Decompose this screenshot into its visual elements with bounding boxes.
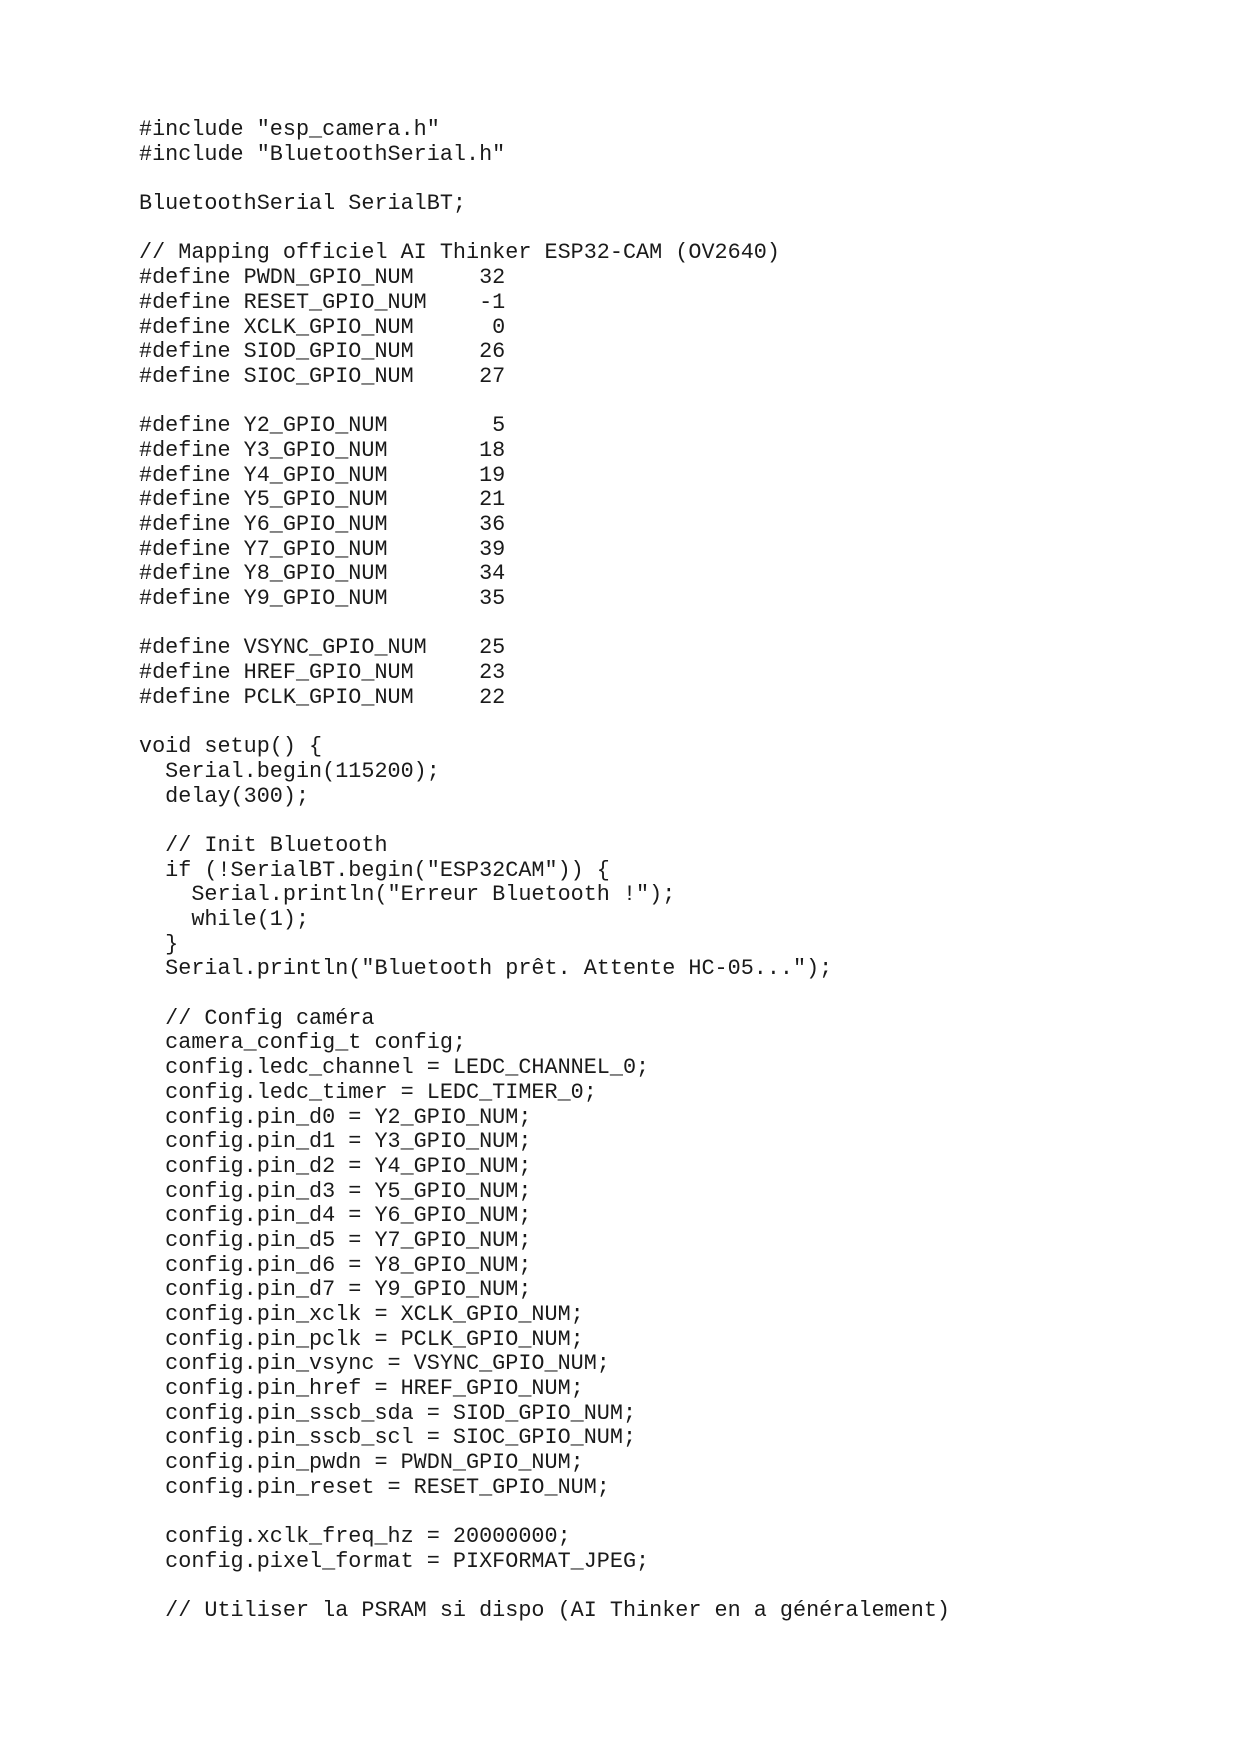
- code-line: config.pin_pwdn = PWDN_GPIO_NUM;: [139, 1450, 584, 1476]
- code-line: // Config caméra: [139, 1005, 375, 1031]
- code-line: #define PCLK_GPIO_NUM 22: [139, 684, 506, 710]
- code-line: [139, 612, 950, 637]
- code-line: #define Y6_GPIO_NUM 36: [139, 512, 506, 537]
- code-line: [139, 711, 950, 736]
- code-line: config.pin_d2 = Y4_GPIO_NUM;: [139, 1153, 532, 1179]
- code-line: delay(300);: [139, 783, 310, 809]
- code-line: #define SIOC_GPIO_NUM 27: [139, 363, 506, 389]
- code-line: #define VSYNC_GPIO_NUM 25: [139, 635, 506, 661]
- code-line: config.pin_d4 = Y6_GPIO_NUM;: [139, 1203, 532, 1229]
- code-line: Serial.begin(115200);: [139, 758, 440, 784]
- code-line: #define Y2_GPIO_NUM 5: [139, 413, 506, 439]
- code-line: BluetoothSerial SerialBT;: [139, 191, 467, 217]
- code-line: config.pin_sscb_sda = SIOD_GPIO_NUM;: [139, 1400, 637, 1426]
- code-line: #define SIOD_GPIO_NUM 26: [139, 339, 506, 365]
- code-line: [139, 217, 950, 242]
- code-line: #define Y4_GPIO_NUM 19: [139, 462, 506, 488]
- code-line: // Init Bluetooth: [139, 832, 388, 858]
- code-line: config.pixel_format = PIXFORMAT_JPEG;: [139, 1548, 650, 1574]
- code-line: // Mapping officiel AI Thinker ESP32-CAM (OV2640): [139, 240, 780, 266]
- code-line: #define Y8_GPIO_NUM 34: [139, 561, 506, 587]
- code-line: #define Y9_GPIO_NUM 35: [139, 586, 506, 612]
- code-line: #define HREF_GPIO_NUM 23: [139, 660, 506, 686]
- code-line: [139, 809, 950, 834]
- code-line: #define PWDN_GPIO_NUM 32: [139, 265, 506, 291]
- code-line: #include "BluetoothSerial.h": [139, 141, 506, 167]
- code-listing: [139, 118, 950, 1624]
- code-line: #define RESET_GPIO_NUM -1: [139, 289, 506, 315]
- code-line: [139, 390, 950, 415]
- code-line: if (!SerialBT.begin("ESP32CAM")) {: [139, 857, 610, 883]
- code-line: void setup() {: [139, 734, 323, 760]
- code-line: config.pin_href = HREF_GPIO_NUM;: [139, 1376, 584, 1402]
- code-line: [139, 1575, 950, 1600]
- code-line: }: [139, 931, 179, 957]
- code-line: config.xclk_freq_hz = 20000000;: [139, 1524, 571, 1550]
- code-line: config.pin_d0 = Y2_GPIO_NUM;: [139, 1104, 532, 1130]
- code-line: config.pin_d6 = Y8_GPIO_NUM;: [139, 1252, 532, 1278]
- code-line: #define Y7_GPIO_NUM 39: [139, 536, 506, 562]
- code-line: Serial.println("Bluetooth prêt. Attente HC-05...");: [139, 956, 833, 982]
- code-line: config.pin_reset = RESET_GPIO_NUM;: [139, 1474, 610, 1500]
- code-line: config.pin_d3 = Y5_GPIO_NUM;: [139, 1178, 532, 1204]
- code-line: camera_config_t config;: [139, 1030, 467, 1056]
- code-line: config.pin_pclk = PCLK_GPIO_NUM;: [139, 1326, 584, 1352]
- code-line: config.ledc_timer = LEDC_TIMER_0;: [139, 1079, 597, 1105]
- code-line: config.pin_vsync = VSYNC_GPIO_NUM;: [139, 1351, 610, 1377]
- code-line: #define Y3_GPIO_NUM 18: [139, 437, 506, 463]
- code-line: #include "esp_camera.h": [139, 117, 440, 142]
- code-line: #define XCLK_GPIO_NUM 0: [139, 314, 506, 340]
- code-line: config.pin_d7 = Y9_GPIO_NUM;: [139, 1277, 532, 1303]
- code-line: [139, 1501, 950, 1526]
- code-line: config.pin_d5 = Y7_GPIO_NUM;: [139, 1227, 532, 1253]
- code-line: #define Y5_GPIO_NUM 21: [139, 487, 506, 513]
- code-line: config.pin_sscb_scl = SIOC_GPIO_NUM;: [139, 1425, 637, 1451]
- code-line: while(1);: [139, 907, 310, 932]
- code-line: [139, 982, 950, 1007]
- code-line: config.pin_xclk = XCLK_GPIO_NUM;: [139, 1302, 584, 1327]
- code-line: config.pin_d1 = Y3_GPIO_NUM;: [139, 1129, 532, 1155]
- code-line: Serial.println("Erreur Bluetooth !");: [139, 882, 676, 908]
- code-line: // Utiliser la PSRAM si dispo (AI Thinker en a généralement): [139, 1598, 950, 1624]
- code-line: config.ledc_channel = LEDC_CHANNEL_0;: [139, 1055, 650, 1081]
- code-line: [139, 167, 950, 192]
